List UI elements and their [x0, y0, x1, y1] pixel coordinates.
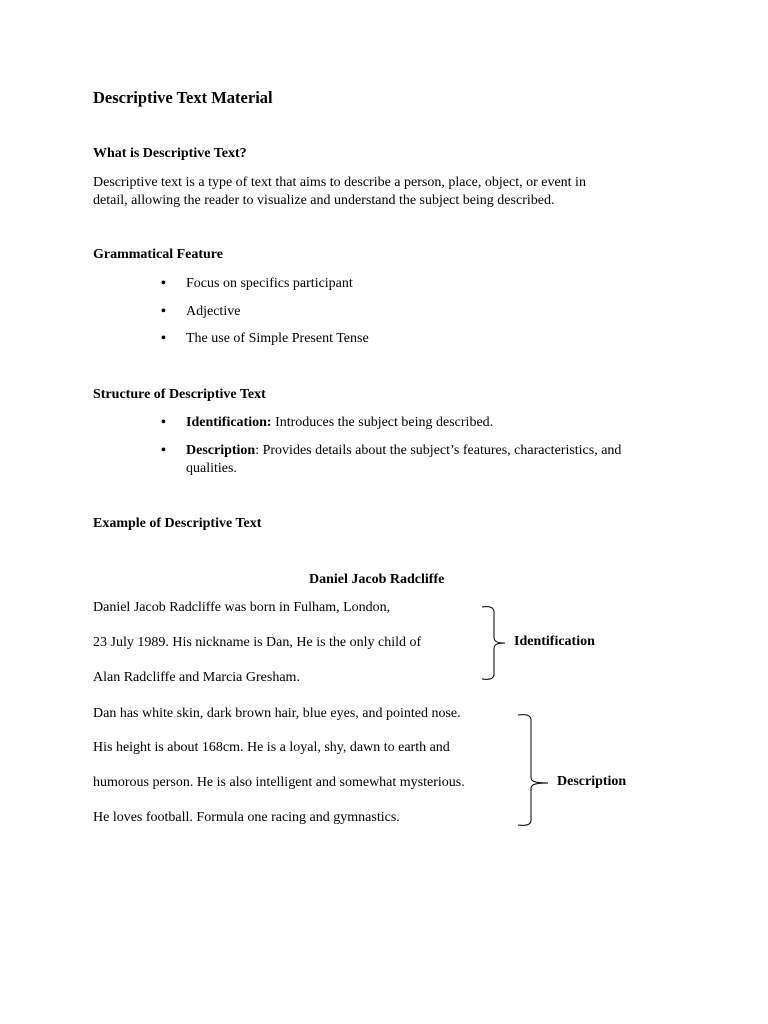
bullet-icon: • [161, 276, 166, 291]
description-line: His height is about 168cm. He is a loyal, shy, dawn to earth and [93, 740, 450, 755]
description-line: He loves football. Formula one racing and gymnastics. [93, 810, 400, 825]
grammar-item-text: Focus on specifics participant [186, 276, 353, 291]
structure-item-text [186, 442, 621, 460]
heading-example: Example of Descriptive Text [93, 516, 262, 531]
identification-line: Daniel Jacob Radcliffe was born in Fulham, London, [93, 600, 391, 615]
bullet-icon: • [161, 304, 166, 319]
identification-line: Alan Radcliffe and Marcia Gresham. [93, 670, 300, 685]
structure-definition-identification: Introduces the subject being described. [271, 415, 494, 430]
identification-line: 23 July 1989. His nickname is Dan, He is the only child of [93, 635, 422, 650]
structure-item-text [186, 414, 493, 432]
heading-structure: Structure of Descriptive Text [93, 387, 266, 402]
structure-term-identification: Identification: [186, 415, 272, 430]
grammar-item-text: Adjective [186, 304, 241, 319]
grammar-item-text: The use of Simple Present Tense [186, 331, 369, 346]
definition-line-2: detail, allowing the reader to visualize and understand the subject being described. [93, 193, 555, 208]
description-label: Description [557, 774, 627, 789]
description-line: humorous person. He is also intelligent and somewhat mysterious. [93, 775, 465, 790]
example-subject-title: Daniel Jacob Radcliffe [309, 572, 445, 587]
structure-definition-description: : Provides details about the subject’s features, characteristics, and [255, 443, 622, 458]
heading-what-is-descriptive-text: What is Descriptive Text? [93, 146, 247, 161]
structure-definition-continuation: qualities. [186, 461, 237, 476]
bullet-icon: • [161, 415, 166, 430]
bullet-icon: • [161, 443, 166, 458]
description-line: Dan has white skin, dark brown hair, blue eyes, and pointed nose. [93, 706, 461, 721]
structure-term-description: Description [186, 443, 256, 458]
description-brace-icon [514, 711, 554, 829]
bullet-icon: • [161, 331, 166, 346]
page-title: Descriptive Text Material [93, 88, 273, 107]
identification-label: Identification [514, 634, 595, 649]
heading-grammatical-feature: Grammatical Feature [93, 247, 223, 262]
identification-brace-icon [478, 603, 514, 683]
definition-line-1: Descriptive text is a type of text that aims to describe a person, place, object, or event in [93, 175, 586, 190]
